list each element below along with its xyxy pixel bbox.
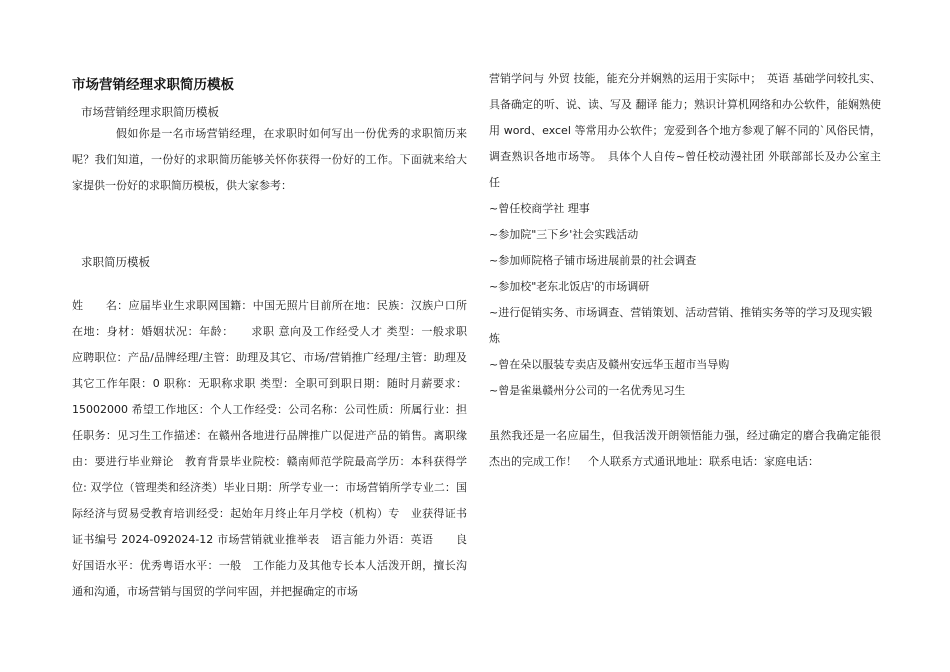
document-title: 市场营销经理求职简历模板 xyxy=(72,77,234,93)
list-item: ~参加校"老东北饭店'的市场调研 xyxy=(489,280,650,293)
intro-paragraph: 假如你是一名市场营销经理，在求职时如何写出一份优秀的求职简历来呢？我们知道，一份好的求职简历能够关怀你获得一份好的工作。下面就来给大家提供一份好的求职简历模板，供大家参考： xyxy=(72,127,467,192)
list-item: ~曾是雀巢赣州分公司的一名优秀见习生 xyxy=(489,384,686,397)
list-item: ~参加师院格子铺市场进展前景的社会调查 xyxy=(489,254,697,267)
experience-list xyxy=(489,196,881,404)
list-item: ~参加院"三下乡'社会实践活动 xyxy=(489,228,639,241)
list-item: ~进行促销实务、市场调查、营销策划、活动营销、推销实务等的学习及现实锻炼 xyxy=(489,306,873,345)
list-item: ~曾任校商学社 理事 xyxy=(489,202,590,215)
section-heading: 求职简历模板 xyxy=(81,255,150,269)
document-subtitle: 市场营销经理求职简历模板 xyxy=(81,105,219,119)
closing-paragraph: 虽然我还是一名应届生，但我活泼开朗领悟能力强，经过确定的磨合我确定能很杰出的完成工作！ 个人联系方式通讯地址：联系电话：家庭电话： xyxy=(489,429,881,468)
list-item: ~曾在朵以服装专卖店及赣州安远华玉超市当导购 xyxy=(489,358,730,371)
skills-paragraph: 营销学问与 外贸 技能，能充分并娴熟的运用于实际中； 英语 基础学问较扎实、具备确定的听、说、读、写及 翻译 能力；熟识计算机网络和办公软件，能娴熟使用 word、excel 等常用办公软件；宠爱到各个地方参观了解不同的`风俗民情，调查熟识各地市场等。 具体个人自传~曾任校动漫社团 外联部部长及办公室主任 xyxy=(489,72,881,189)
resume-body-paragraph: 姓 名：应届毕业生求职网国籍：中国无照片目前所在地：民族：汉族户口所在地：身材：婚姻状况：年龄： 求职 意向及工作经受人才 类型：一般求职 应聘职位：产品/品牌经理/主管：助理及其它、市场/营销推广经理/主管：助理及其它工作年限：0 职称：无职称求职 类型：全职可到职日期：随时月薪要求：15002000 希望工作地区：个人工作经受：公司名称：公司性质：所属行业：担任职务：见习生工作描述：在赣州各地进行品牌推广以促进产品的销售。离职缘由：要进行毕业辩论 教育背景毕业院校：赣南师范学院最高学历：本科获得学位: 双学位（管理类和经济类）毕业日期：所学专业一：市场营销所学专业二：国际经济与贸易受教育培训经受：起始年月终止年月学校（机构）专 业获得证书证书编号 2024-092024-12 市场营销就业推举表 语言能力外语：英语 良好国语水平：优秀粤语水平：一般 工作能力及其他专长本人活泼开朗，擅长沟通和沟通，市场营销与国贸的学问牢固，并把握确定的市场 xyxy=(72,299,489,598)
